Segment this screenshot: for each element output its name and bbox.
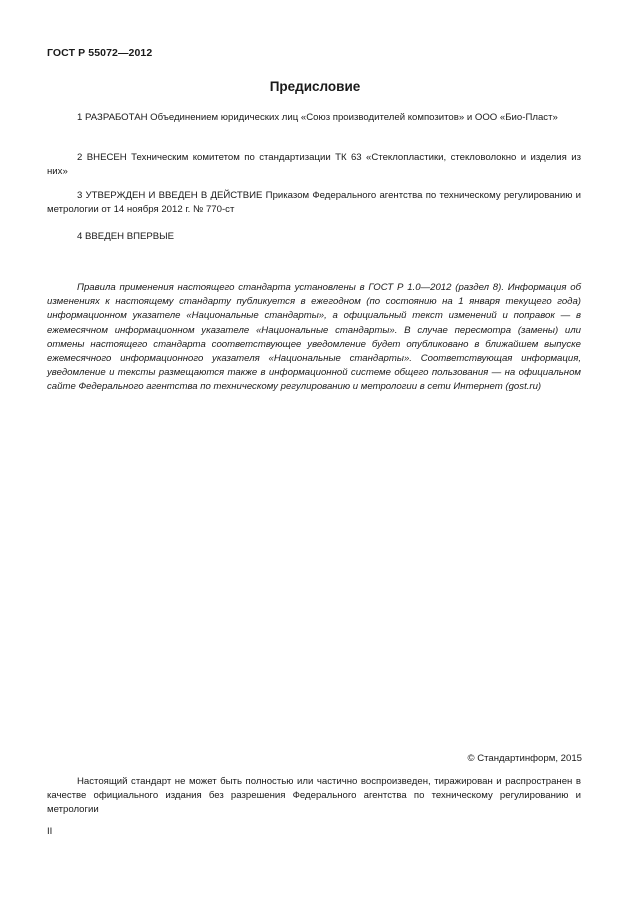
reproduction-notice: Настоящий стандарт не может быть полностью или частично воспроизведен, тиражирован и распространен в качестве официального издания без разрешения Федерального агентства по техническому регулированию и метрологии bbox=[47, 776, 581, 816]
standard-code-header: ГОСТ Р 55072—2012 bbox=[47, 47, 153, 59]
foreword-item-approved: 3 УТВЕРЖДЕН И ВВЕДЕН В ДЕЙСТВИЕ Приказом Федерального агентства по техническому регулированию и метрологии от 14 ноября 2012 г. № 770-ст bbox=[47, 190, 581, 216]
foreword-item-first-introduced: 4 ВВЕДЕН ВПЕРВЫЕ bbox=[77, 231, 175, 242]
page-title: Предисловие bbox=[269, 79, 361, 94]
copyright-line: © Стандартинформ, 2015 bbox=[467, 753, 582, 764]
page-number: II bbox=[47, 826, 53, 837]
application-rules-notice: Правила применения настоящего стандарта установлены в ГОСТ Р 1.0—2012 (раздел 8). Информация об изменениях к настоящему стандарту публикуется в ежегодном (по состоянию на 1 января текущего года) информационном указателе «Национальные стандарты», а официальный текст изменений и поправок — в ежемесячном информационном указателе «Национальные стандарты». В случае пересмотра (замены) или отмены настоящего стандарта соответствующее уведомление будет опубликовано в ближайшем выпуске ежемесячного информационного указателя «Национальные стандарты». Соответствующая информация, уведомление и тексты размещаются также в информационной системе общего пользования — на официальном сайте Федерального агентства по техническому регулированию и метрологии в сети Интернет (gost.ru) bbox=[47, 282, 581, 393]
foreword-item-introduced: 2 ВНЕСЕН Техническим комитетом по стандартизации ТК 63 «Стеклопластики, стекловолокно и изделия из них» bbox=[47, 152, 581, 178]
foreword-item-developed: 1 РАЗРАБОТАН Объединением юридических лиц «Союз производителей композитов» и ООО «Био-Пласт» bbox=[77, 112, 558, 123]
